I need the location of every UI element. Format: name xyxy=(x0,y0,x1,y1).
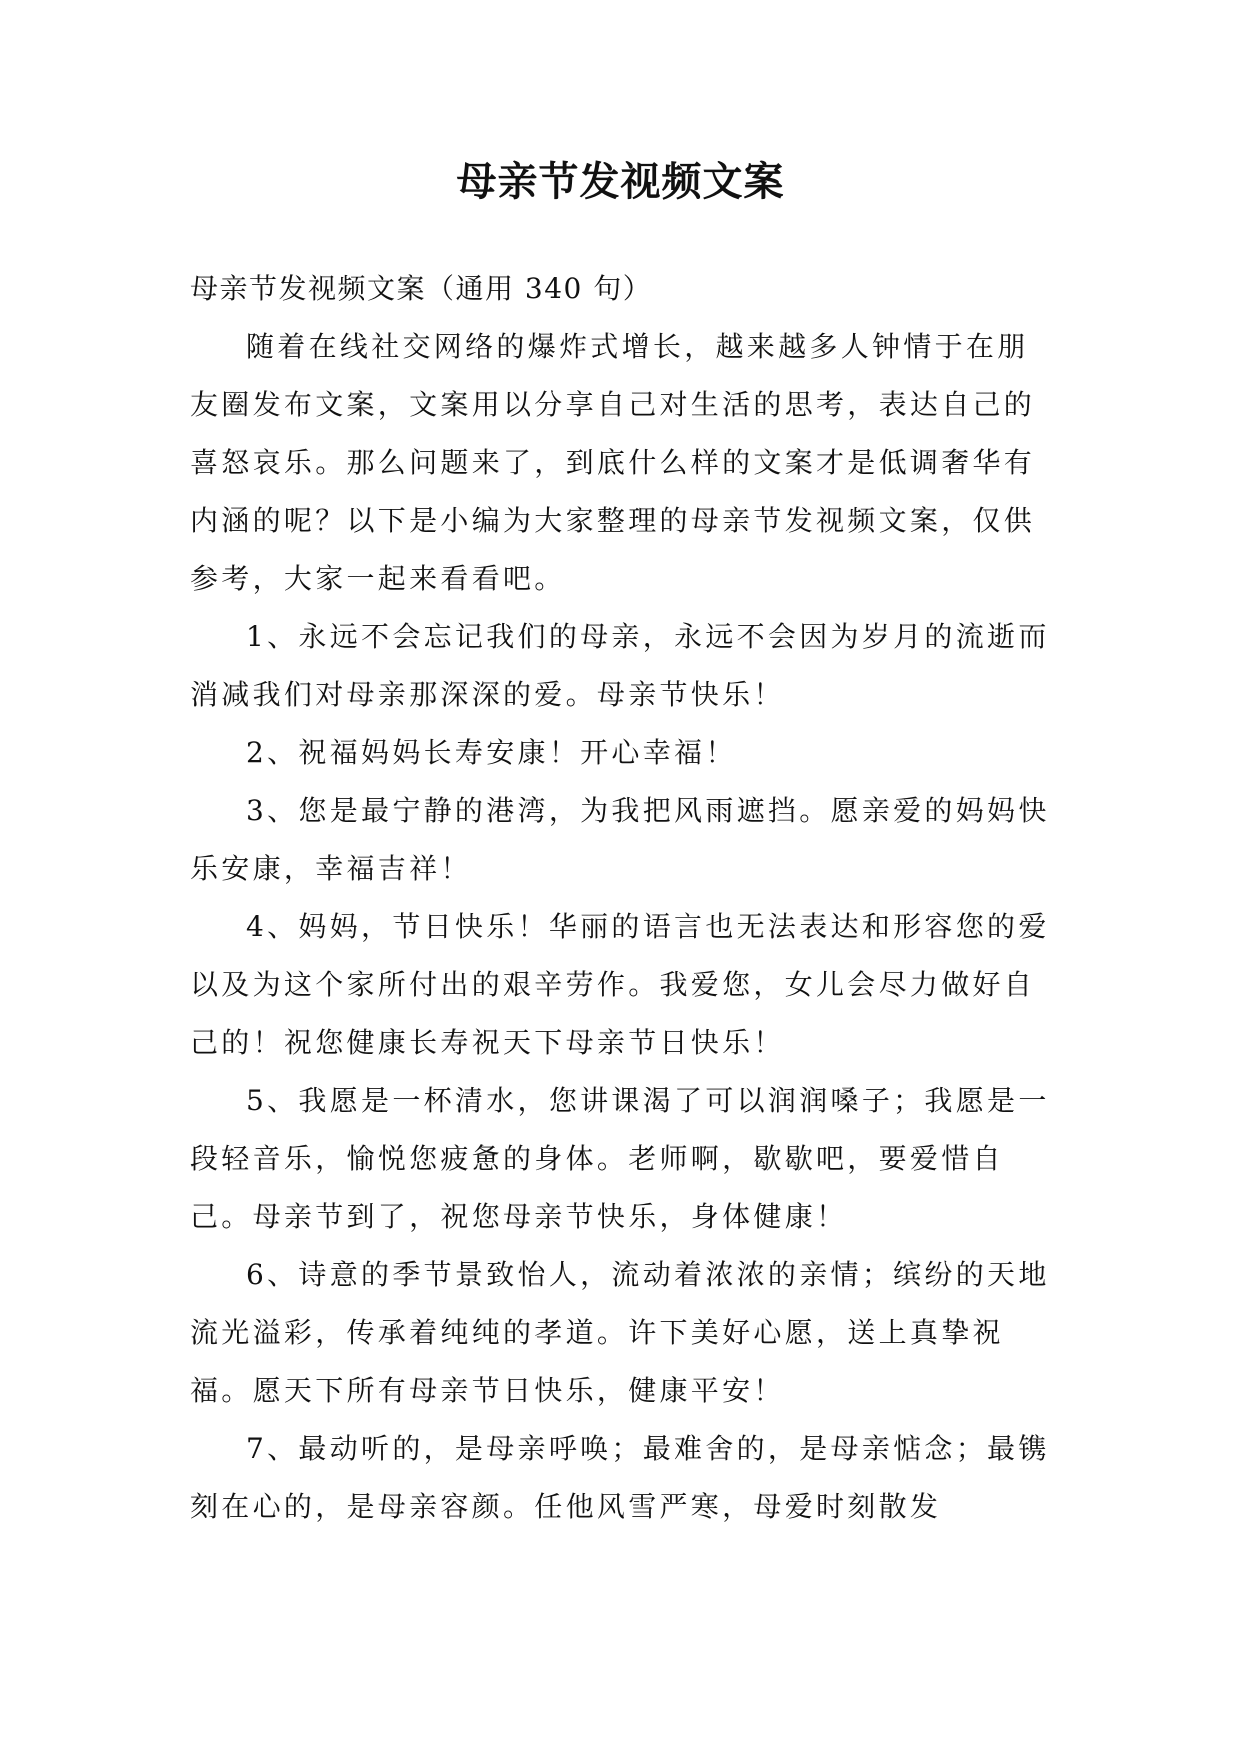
list-item: 1、永远不会忘记我们的母亲，永远不会因为岁月的流逝而消减我们对母亲那深深的爱。母亲节快乐！ xyxy=(190,620,1050,711)
document-title: 母亲节发视频文案 xyxy=(456,158,785,205)
list-item: 7、最动听的，是母亲呼唤；最难舍的，是母亲惦念；最镌刻在心的，是母亲容颜。任他风雪严寒，母爱时刻散发 xyxy=(190,1432,1050,1523)
intro-paragraph: 随着在线社交网络的爆炸式增长，越来越多人钟情于在朋友圈发布文案，文案用以分享自己对生活的思考，表达自己的喜怒哀乐。那么问题来了，到底什么样的文案才是低调奢华有内涵的呢？以下是小编为大家整理的母亲节发视频文案，仅供参考，大家一起来看看吧。 xyxy=(190,330,1036,595)
document-subtitle: 母亲节发视频文案（通用 340 句） xyxy=(190,272,653,305)
list-item: 3、您是最宁静的港湾，为我把风雨遮挡。愿亲爱的妈妈快乐安康，幸福吉祥！ xyxy=(190,794,1050,885)
list-item: 6、诗意的季节景致怡人，流动着浓浓的亲情；缤纷的天地流光溢彩，传承着纯纯的孝道。许下美好心愿，送上真挚祝福。愿天下所有母亲节日快乐，健康平安！ xyxy=(190,1258,1050,1407)
list-item: 5、我愿是一杯清水，您讲课渴了可以润润嗓子；我愿是一段轻音乐，愉悦您疲惫的身体。老师啊，歇歇吧，要爱惜自己。母亲节到了，祝您母亲节快乐，身体健康！ xyxy=(190,1084,1050,1233)
list-item: 4、妈妈，节日快乐！华丽的语言也无法表达和形容您的爱以及为这个家所付出的艰辛劳作。我爱您，女儿会尽力做好自己的！祝您健康长寿祝天下母亲节日快乐！ xyxy=(190,910,1050,1059)
document-body xyxy=(190,260,1052,1536)
list-item: 2、祝福妈妈长寿安康！开心幸福！ xyxy=(246,736,737,769)
